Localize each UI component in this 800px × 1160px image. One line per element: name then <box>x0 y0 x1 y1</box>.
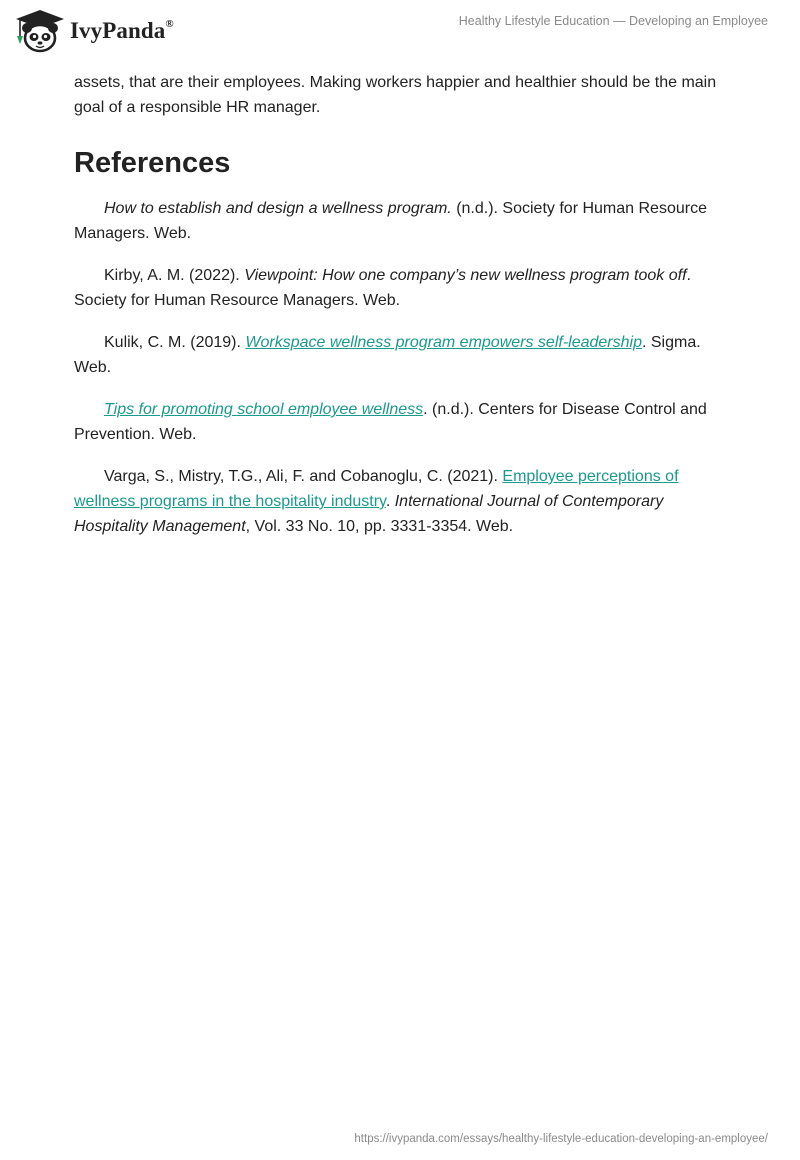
page-url[interactable]: https://ivypanda.com/essays/healthy-lifestyle-education-developing-an-employee/ <box>354 1133 768 1145</box>
reference-title: How to establish and design a wellness program. <box>104 200 452 217</box>
reference-item: Tips for promoting school employee wellness. (n.d.). Centers for Disease Control and Prevention. Web. <box>74 401 707 443</box>
document-title: Healthy Lifestyle Education — Developing an Employee <box>458 14 768 28</box>
reference-link[interactable]: Workspace wellness program empowers self-leadership <box>245 334 642 351</box>
references-list <box>74 196 726 539</box>
reference-link[interactable]: Employee perceptions of wellness programs in the hospitality industry <box>74 468 679 510</box>
page-header <box>0 0 800 66</box>
reference-item: How to establish and design a wellness program. (n.d.). Society for Human Resource Managers. Web. <box>74 200 707 242</box>
reference-link[interactable]: Tips for promoting school employee wellness <box>104 401 424 418</box>
ivypanda-logo[interactable] <box>14 8 174 54</box>
document-body <box>74 70 726 556</box>
reference-title: Viewpoint: How one company’s new wellness program took off <box>244 267 687 284</box>
journal-title: International Journal of Contemporary Hospitality Management <box>74 493 664 535</box>
reference-item: Kulik, C. M. (2019). Workspace wellness program empowers self-leadership. Sigma. Web. <box>74 334 701 376</box>
reference-item: Varga, S., Mistry, T.G., Ali, F. and Cobanoglu, C. (2021). Employee perceptions of wellness programs in the hospitality industry. International Journal of Contemporary Hospitality Management, Vol. 33 No. 10, pp. 3331-3354. Web. <box>74 468 679 535</box>
paragraph: assets, that are their employees. Making workers happier and healthier should be the main goal of a responsible HR manager. <box>74 74 717 116</box>
reference-item: Kirby, A. M. (2022). Viewpoint: How one company’s new wellness program took off. Society for Human Resource Managers. Web. <box>74 267 691 309</box>
references-heading: References <box>74 147 231 179</box>
panda-graduate-icon <box>14 8 66 54</box>
brand-name: IvyPanda® <box>70 18 174 43</box>
